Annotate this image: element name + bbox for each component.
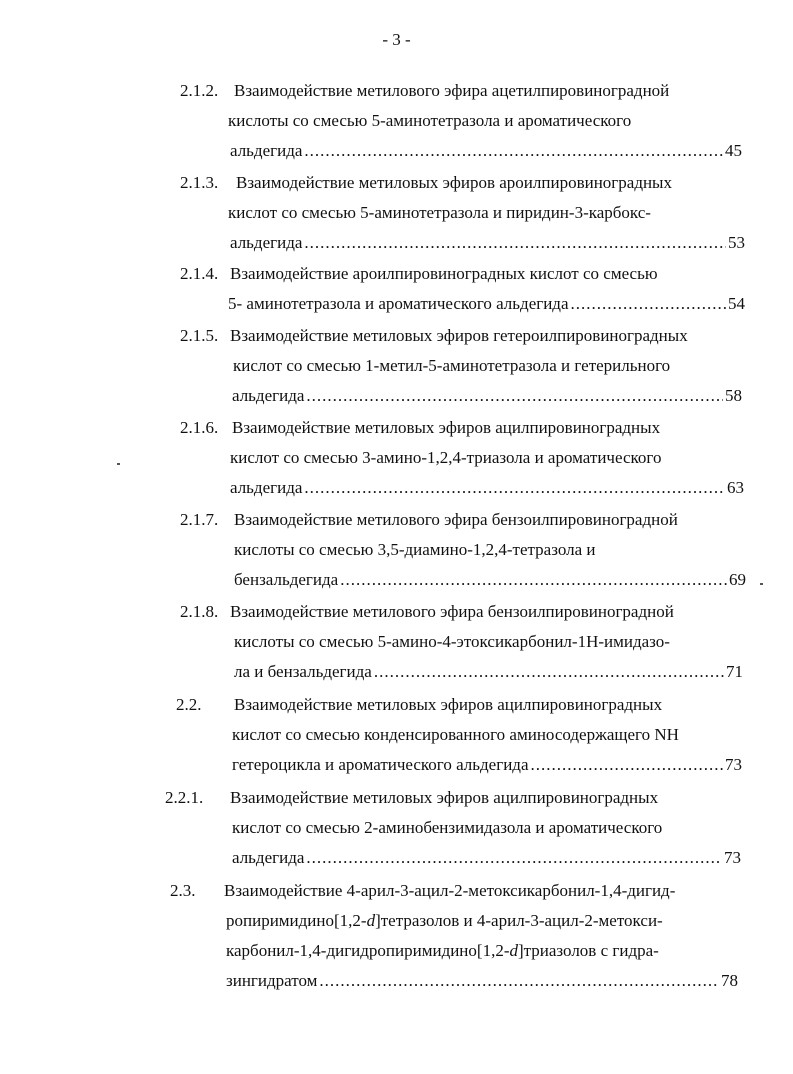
- toc-entry-line: Взаимодействие метилового эфира бензоилпировиноградной: [230, 602, 674, 621]
- toc-entry-line: кислот со смесью 3-амино-1,2,4-триазола и ароматического: [230, 448, 662, 467]
- toc-page-number: 69: [729, 570, 746, 589]
- toc-text-segment: ]триазолов с гидра-: [517, 941, 659, 960]
- dot-leader: [374, 657, 724, 687]
- toc-entry-number: 2.1.3.: [180, 173, 219, 192]
- toc-entry-last-line: [234, 565, 746, 595]
- scan-speck: [760, 583, 763, 585]
- toc-entry-line: альдегида: [232, 386, 305, 405]
- toc-page-number: 73: [724, 848, 741, 867]
- toc-entry-line: Взаимодействие метиловых эфиров ароилпировиноградных: [236, 173, 672, 192]
- toc-entry-last-line: [234, 657, 743, 687]
- toc-text-segment-italic: d: [509, 941, 518, 960]
- toc-entry-line: Взаимодействие 4-арил-3-ацил-2-метоксикарбонил-1,4-дигид-: [224, 881, 676, 900]
- toc-entry-line: кислоты со смесью 3,5-диамино-1,2,4-тетразола и: [234, 540, 596, 559]
- toc-entry-line: бензальдегида: [234, 570, 339, 589]
- toc-entry-2-2-1: [0, 783, 793, 873]
- toc-entry-number: 2.1.6.: [180, 418, 219, 437]
- toc-entry-line: Взаимодействие метилового эфира ацетилпировиноградной: [234, 81, 670, 100]
- toc-entry-last-line: [232, 843, 741, 873]
- toc-entry-line: ла и бензальдегида: [234, 662, 372, 681]
- toc-entry-line: альдегида: [232, 848, 305, 867]
- dot-leader: [571, 289, 726, 319]
- toc-entry-2-2: [0, 690, 793, 780]
- toc-page-number: 78: [721, 971, 738, 990]
- dot-leader: [304, 473, 725, 503]
- dot-leader: [531, 750, 724, 780]
- dot-leader: [306, 381, 723, 411]
- toc-page-number: 58: [725, 386, 742, 405]
- toc-entry-line: кислот со смесью 1-метил-5-аминотетразола и гетерильного: [233, 356, 671, 375]
- toc-page-number: 73: [725, 755, 742, 774]
- toc-entry-number: 2.2.1.: [165, 788, 204, 807]
- toc-text-segment: карбонил-1,4-дигидропиримидино[1,2-: [226, 941, 510, 960]
- dot-leader: [304, 228, 726, 258]
- toc-entry-last-line: [230, 136, 742, 166]
- dot-leader: [319, 966, 719, 996]
- toc-entry-line: гетероцикла и ароматического альдегида: [232, 755, 529, 774]
- toc-entry-line: [226, 936, 659, 966]
- toc-entry-last-line: [232, 381, 742, 411]
- toc-entry-line: альдегида: [230, 233, 303, 252]
- toc-entry-line: Взаимодействие метиловых эфиров ацилпировиноградных: [232, 418, 661, 437]
- toc-entry-line: [226, 906, 663, 936]
- toc-page-number: 71: [726, 662, 743, 681]
- toc-entry-line: Взаимодействие метилового эфира бензоилпировиноградной: [234, 510, 678, 529]
- toc-entry-line: Взаимодействие метиловых эфиров ацилпировиноградных: [234, 695, 663, 714]
- toc-text-segment-italic: d: [366, 911, 376, 930]
- toc-entry-line: зингидратом: [226, 971, 318, 990]
- toc-entry-line: Взаимодействие метиловых эфиров гетероилпировиноградных: [230, 326, 688, 345]
- toc-entry-last-line: [232, 750, 742, 780]
- toc-entry-2-1-8: [0, 597, 793, 687]
- toc-entry-number: 2.2.: [176, 695, 202, 714]
- toc-entry-number: 2.1.4.: [180, 264, 219, 283]
- toc-entry-2-1-5: [0, 321, 793, 411]
- toc-entry-number: 2.3.: [170, 881, 196, 900]
- toc-entry-last-line: [230, 228, 745, 258]
- toc-text-segment: ропиримидино[1,2-: [226, 911, 367, 930]
- toc-entry-2-3: [0, 876, 793, 996]
- toc-page-number: 54: [728, 294, 745, 313]
- toc-entry-last-line: [228, 289, 745, 319]
- toc-entry-line: кислот со смесью 5-аминотетразола и пиридин-3-карбокс-: [228, 203, 651, 222]
- toc-entry-number: 2.1.8.: [180, 602, 219, 621]
- toc-entry-line: Взаимодействие ароилпировиноградных кислот со смесью: [230, 264, 658, 283]
- toc-entry-line: кислот со смесью конденсированного аминосодержащего NH: [232, 725, 679, 744]
- toc-entry-2-1-2: [0, 76, 793, 166]
- toc-entry-2-1-4: [0, 259, 793, 319]
- toc-entry-2-1-6: [0, 413, 793, 503]
- toc-entry-number: 2.1.5.: [180, 326, 219, 345]
- dot-leader: [306, 843, 722, 873]
- toc-entry-line: кислоты со смесью 5-аминотетразола и ароматического: [228, 111, 632, 130]
- toc-entry-number: 2.1.7.: [180, 510, 219, 529]
- scan-speck: [117, 463, 120, 465]
- toc-entry-2-1-3: [0, 168, 793, 258]
- toc-entry-line: кислот со смесью 2-аминобензимидазола и ароматического: [232, 818, 663, 837]
- toc-entry-line: кислоты со смесью 5-амино-4-этоксикарбонил-1Н-имидазо-: [234, 632, 670, 651]
- toc-page-number: 45: [725, 141, 742, 160]
- toc-entry-2-1-7: [0, 505, 793, 595]
- toc-page-number: 63: [727, 478, 744, 497]
- toc-entry-line: 5- аминотетразола и ароматического альдегида: [228, 294, 569, 313]
- toc-entry-last-line: [226, 966, 738, 996]
- toc-text-segment: ]тетразолов и 4-арил-3-ацил-2-метокси-: [375, 911, 663, 930]
- dot-leader: [304, 136, 723, 166]
- dot-leader: [340, 565, 727, 595]
- toc-entry-line: Взаимодействие метиловых эфиров ацилпировиноградных: [230, 788, 659, 807]
- toc-entry-number: 2.1.2.: [180, 81, 219, 100]
- toc-entry-line: альдегида: [230, 141, 303, 160]
- toc-page-number: 53: [728, 233, 745, 252]
- toc-entry-line: альдегида: [230, 478, 303, 497]
- page-number: - 3 -: [382, 30, 411, 49]
- toc-entry-last-line: [230, 473, 744, 503]
